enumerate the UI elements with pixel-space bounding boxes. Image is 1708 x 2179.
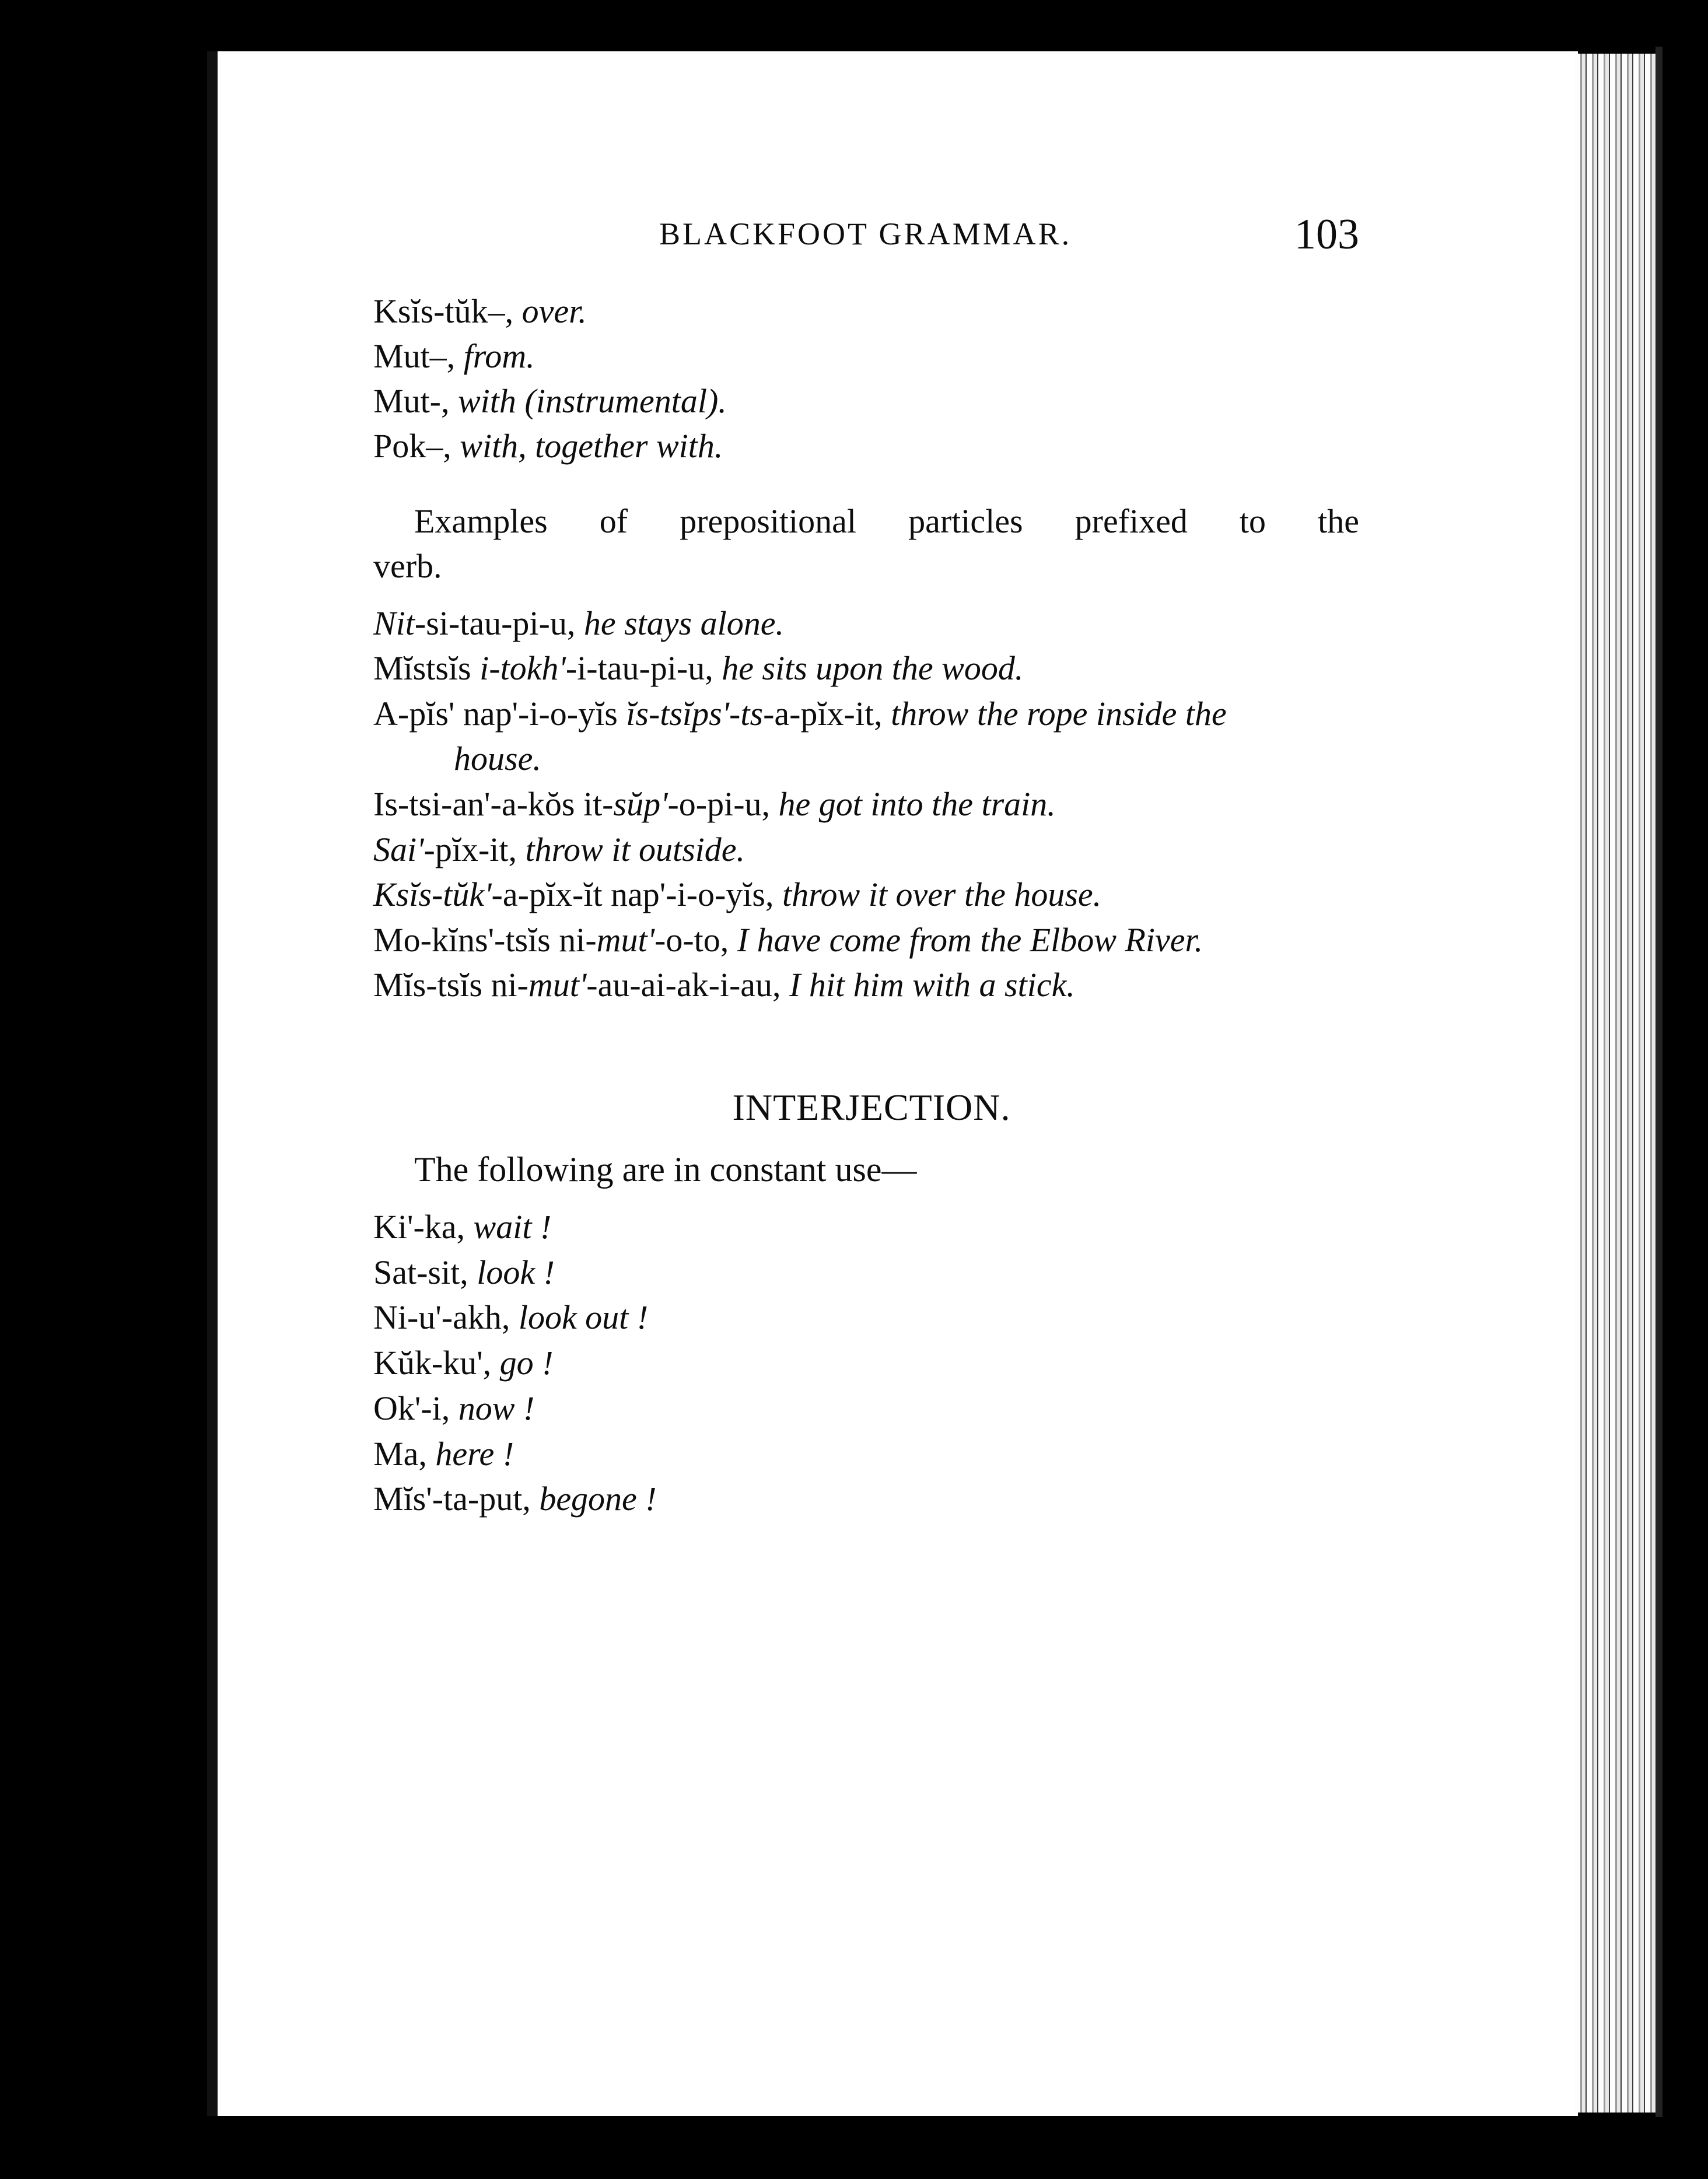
interjection-gloss: go ! (499, 1344, 554, 1382)
example-line (373, 968, 1075, 1002)
interjection-gloss: wait ! (473, 1208, 552, 1246)
interjection-entry (373, 1389, 535, 1427)
example-line (373, 604, 784, 642)
example-continuation (454, 742, 541, 776)
intro-line-2: verb. (373, 547, 442, 585)
preposition-entry (373, 384, 727, 418)
section-intro: The following are in constant use— (414, 1150, 917, 1189)
preposition-entry (373, 339, 535, 373)
interjection-entry (373, 1253, 555, 1291)
interjection-word: Ma, (373, 1435, 427, 1473)
example-text: Mĭstsĭs (373, 649, 480, 687)
interjection-gloss: now ! (458, 1389, 535, 1427)
interjection-word: Sat-sit, (373, 1253, 468, 1291)
interjection-entry (373, 1437, 514, 1471)
preposition-word: Mut-, (373, 382, 450, 420)
example-gloss: throw it over the house. (782, 875, 1102, 913)
page-gutter (207, 51, 218, 2116)
example-particle: mut' (596, 921, 655, 959)
interjection-word: Kŭk-ku', (373, 1344, 492, 1382)
example-text: -pĭx-it, (424, 831, 526, 868)
interjection-gloss: begone ! (539, 1480, 657, 1518)
example-particle: i-tokh' (480, 649, 566, 687)
preposition-entry (373, 292, 587, 330)
interjection-entry (373, 1482, 657, 1516)
preposition-gloss: from. (463, 337, 535, 375)
preposition-gloss: with, together with. (460, 427, 723, 465)
preposition-entry (373, 429, 723, 463)
page-edges (1575, 54, 1657, 2113)
example-text: -i-tau-pi-u, (565, 649, 722, 687)
example-text: -a-pĭx-it, (763, 695, 891, 733)
example-text: -a-pĭx-ĭt nap'-i-o-yĭs, (491, 875, 782, 913)
example-line (373, 787, 1056, 821)
example-particle: ĭs-tsĭps'-ts (626, 695, 764, 733)
intro-line-1: Examples of prepositional particles prefixed to the (414, 502, 1359, 540)
example-text: A-pĭs' nap'-i-o-yĭs (373, 695, 626, 733)
example-text: -o-pi-u, (667, 785, 779, 823)
example-text: -o-to, (654, 921, 737, 959)
example-line (373, 833, 745, 867)
example-particle: mut' (528, 966, 587, 1004)
example-gloss: throw it outside. (525, 831, 746, 868)
example-particle: sŭp' (613, 785, 668, 823)
example-line (373, 697, 1227, 731)
example-text: Mĭs-tsĭs ni- (373, 966, 528, 1004)
example-text: Is-tsi-an'-a-kŏs it- (373, 785, 614, 823)
preposition-word: Ksĭs-tŭk–, (373, 292, 514, 330)
example-prefix: Nit (373, 604, 415, 642)
preposition-word: Pok–, (373, 427, 452, 465)
example-line (373, 651, 1023, 685)
example-text: -au-ai-ak-i-au, (586, 966, 790, 1004)
example-gloss: throw the rope inside the (891, 695, 1227, 733)
example-prefix: Sai' (373, 831, 424, 868)
interjection-word: Ki'-ka, (373, 1208, 466, 1246)
interjection-word: Ni-u'-akh, (373, 1298, 510, 1336)
running-title: BLACKFOOT GRAMMAR. (659, 216, 1072, 251)
preposition-word: Mut–, (373, 337, 456, 375)
interjection-gloss: here ! (435, 1435, 514, 1473)
interjection-word: Ok'-i, (373, 1389, 450, 1427)
running-head (373, 210, 1359, 257)
example-gloss: he sits upon the wood. (722, 649, 1024, 687)
example-line (373, 875, 1102, 913)
interjection-word: Mĭs'-ta-put, (373, 1480, 531, 1518)
interjection-entry (373, 1298, 649, 1336)
example-gloss: I hit him with a stick. (789, 966, 1075, 1004)
example-gloss: he got into the train. (778, 785, 1056, 823)
page-number: 103 (1294, 211, 1359, 258)
example-gloss: he stays alone. (583, 604, 784, 642)
interjection-gloss: look ! (477, 1253, 555, 1291)
section-heading: INTERJECTION. (732, 1087, 1011, 1128)
interjection-entry (373, 1210, 551, 1244)
example-prefix: Ksĭs-tŭk' (373, 875, 492, 913)
book-edge (1656, 47, 1662, 2117)
interjection-gloss: look out ! (518, 1298, 649, 1336)
example-gloss: I have come from the Elbow River. (737, 921, 1203, 959)
preposition-gloss: over. (522, 292, 587, 330)
example-line (373, 923, 1203, 957)
example-gloss: house. (454, 740, 541, 777)
preposition-gloss: with (instrumental). (458, 382, 727, 420)
example-text: -si-tau-pi-u, (414, 604, 584, 642)
example-text: Mo-kĭns'-tsĭs ni- (373, 921, 597, 959)
interjection-entry (373, 1346, 553, 1380)
